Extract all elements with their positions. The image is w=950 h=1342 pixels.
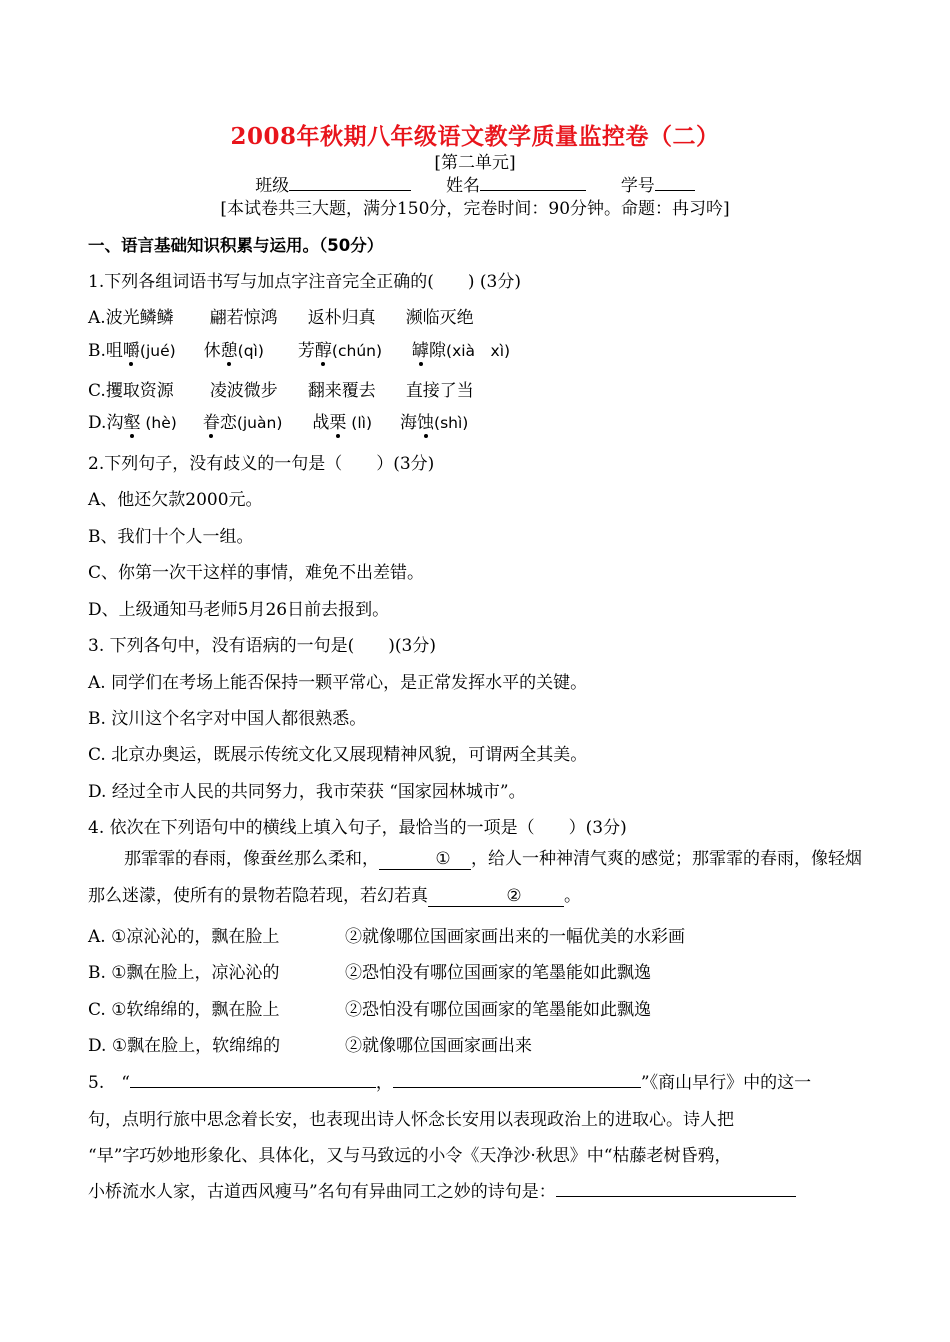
question-5-line-1: 5. “ ， ”《商山早行》中的这一: [88, 1073, 812, 1093]
number-label: 学号: [620, 176, 655, 196]
q3-option-c: C. 北京办奥运，既展示传统文化又展现精神风貌，可谓两全其美。: [88, 745, 588, 765]
q1-option-b: B.咀嚼(jué) 休憩(qì) 芳醇(chún) 罅隙(xià xì): [88, 336, 510, 361]
section-heading: 一、语言基础知识积累与运用。（50分）: [88, 236, 384, 255]
question-5-line-3: “早”字巧妙地形象化、具体化，又与马致远的小令《天净沙·秋思》中“枯藤老树昏鸦，: [88, 1146, 732, 1166]
q4-blank-2[interactable]: ②: [428, 886, 564, 907]
q4-passage: 那霏霏的春雨，像蚕丝那么柔和， ① ，给人一种神清气爽的感觉；那霏霏的春雨，像轻烟那么迷濛，使所有的景物若隐若现，若幻若真 ② 。: [88, 849, 862, 906]
q2-option-b: B、我们十个人一组。: [88, 527, 254, 547]
q1-option-c: C.攫取资源 凌波微步 翻来覆去 直接了当: [88, 381, 474, 401]
q5-blank-2[interactable]: [393, 1071, 641, 1088]
question-5-line-2: 句，点明行旅中思念着长安，也表现出诗人怀念长安用以表现政治上的进取心。诗人把: [88, 1110, 734, 1130]
exam-info: [本试卷共三大题，满分150分，完卷时间：90分钟。命题：冉习吟]: [220, 199, 730, 219]
question-4-stem: 4. 依次在下列语句中的横线上填入句子，最恰当的一项是（ ）(3分): [88, 818, 627, 838]
q4-option-a: A. ①凉沁沁的，飘在脸上 ②就像哪位国画家画出来的一幅优美的水彩画: [88, 927, 685, 947]
question-5-line-4: 小桥流水人家，古道西风瘦马”名句有异曲同工之妙的诗句是：: [88, 1177, 796, 1202]
q4-option-c: C. ①软绵绵的，飘在脸上 ②恐怕没有哪位国画家的笔墨能如此飘逸: [88, 1000, 651, 1020]
q3-option-d: D. 经过全市人民的共同努力，我市荣获 “国家园林城市”。: [88, 782, 526, 802]
q5-blank-1[interactable]: [130, 1071, 376, 1088]
exam-title: 2008年秋期八年级语文教学质量监控卷（二）: [230, 123, 720, 150]
student-info-row: [0, 171, 950, 196]
q4-option-d: D. ①飘在脸上，软绵绵的 ②就像哪位国画家画出来: [88, 1036, 532, 1056]
q3-option-a: A. 同学们在考场上能否保持一颗平常心，是正常发挥水平的关键。: [88, 673, 588, 693]
q3-option-b: B. 汶川这个名字对中国人都很熟悉。: [88, 709, 367, 729]
q5-answer-blank[interactable]: [556, 1180, 796, 1197]
question-3-stem: 3. 下列各句中，没有语病的一句是( )(3分): [88, 636, 436, 656]
q1-option-a: A.波光鳞鳞 翩若惊鸿 返朴归真 濒临灭绝: [88, 308, 474, 328]
q2-option-c: C、你第一次干这样的事情，难免不出差错。: [88, 563, 425, 583]
question-2-stem: 2.下列句子，没有歧义的一句是（ ）(3分): [88, 454, 435, 474]
q1-option-d: D.沟壑 (hè) 眷恋(juàn) 战栗 (lì) 海蚀(shì): [88, 408, 468, 433]
q2-option-d: D、上级通知马老师5月26日前去报到。: [88, 600, 390, 620]
question-1-stem: 1.下列各组词语书写与加点字注音完全正确的( ) (3分): [88, 272, 521, 292]
class-label: 班级: [255, 176, 290, 196]
name-label: 姓名: [446, 176, 480, 196]
q4-option-b: B. ①飘在脸上，凉沁沁的 ②恐怕没有哪位国画家的笔墨能如此飘逸: [88, 963, 651, 983]
q4-blank-1[interactable]: ①: [379, 849, 471, 870]
unit-label: [第二单元]: [434, 153, 516, 173]
number-field[interactable]: [655, 174, 695, 191]
q2-option-a: A、他还欠款2000元。: [88, 490, 263, 510]
name-field[interactable]: [480, 174, 586, 191]
class-field[interactable]: [289, 174, 411, 191]
